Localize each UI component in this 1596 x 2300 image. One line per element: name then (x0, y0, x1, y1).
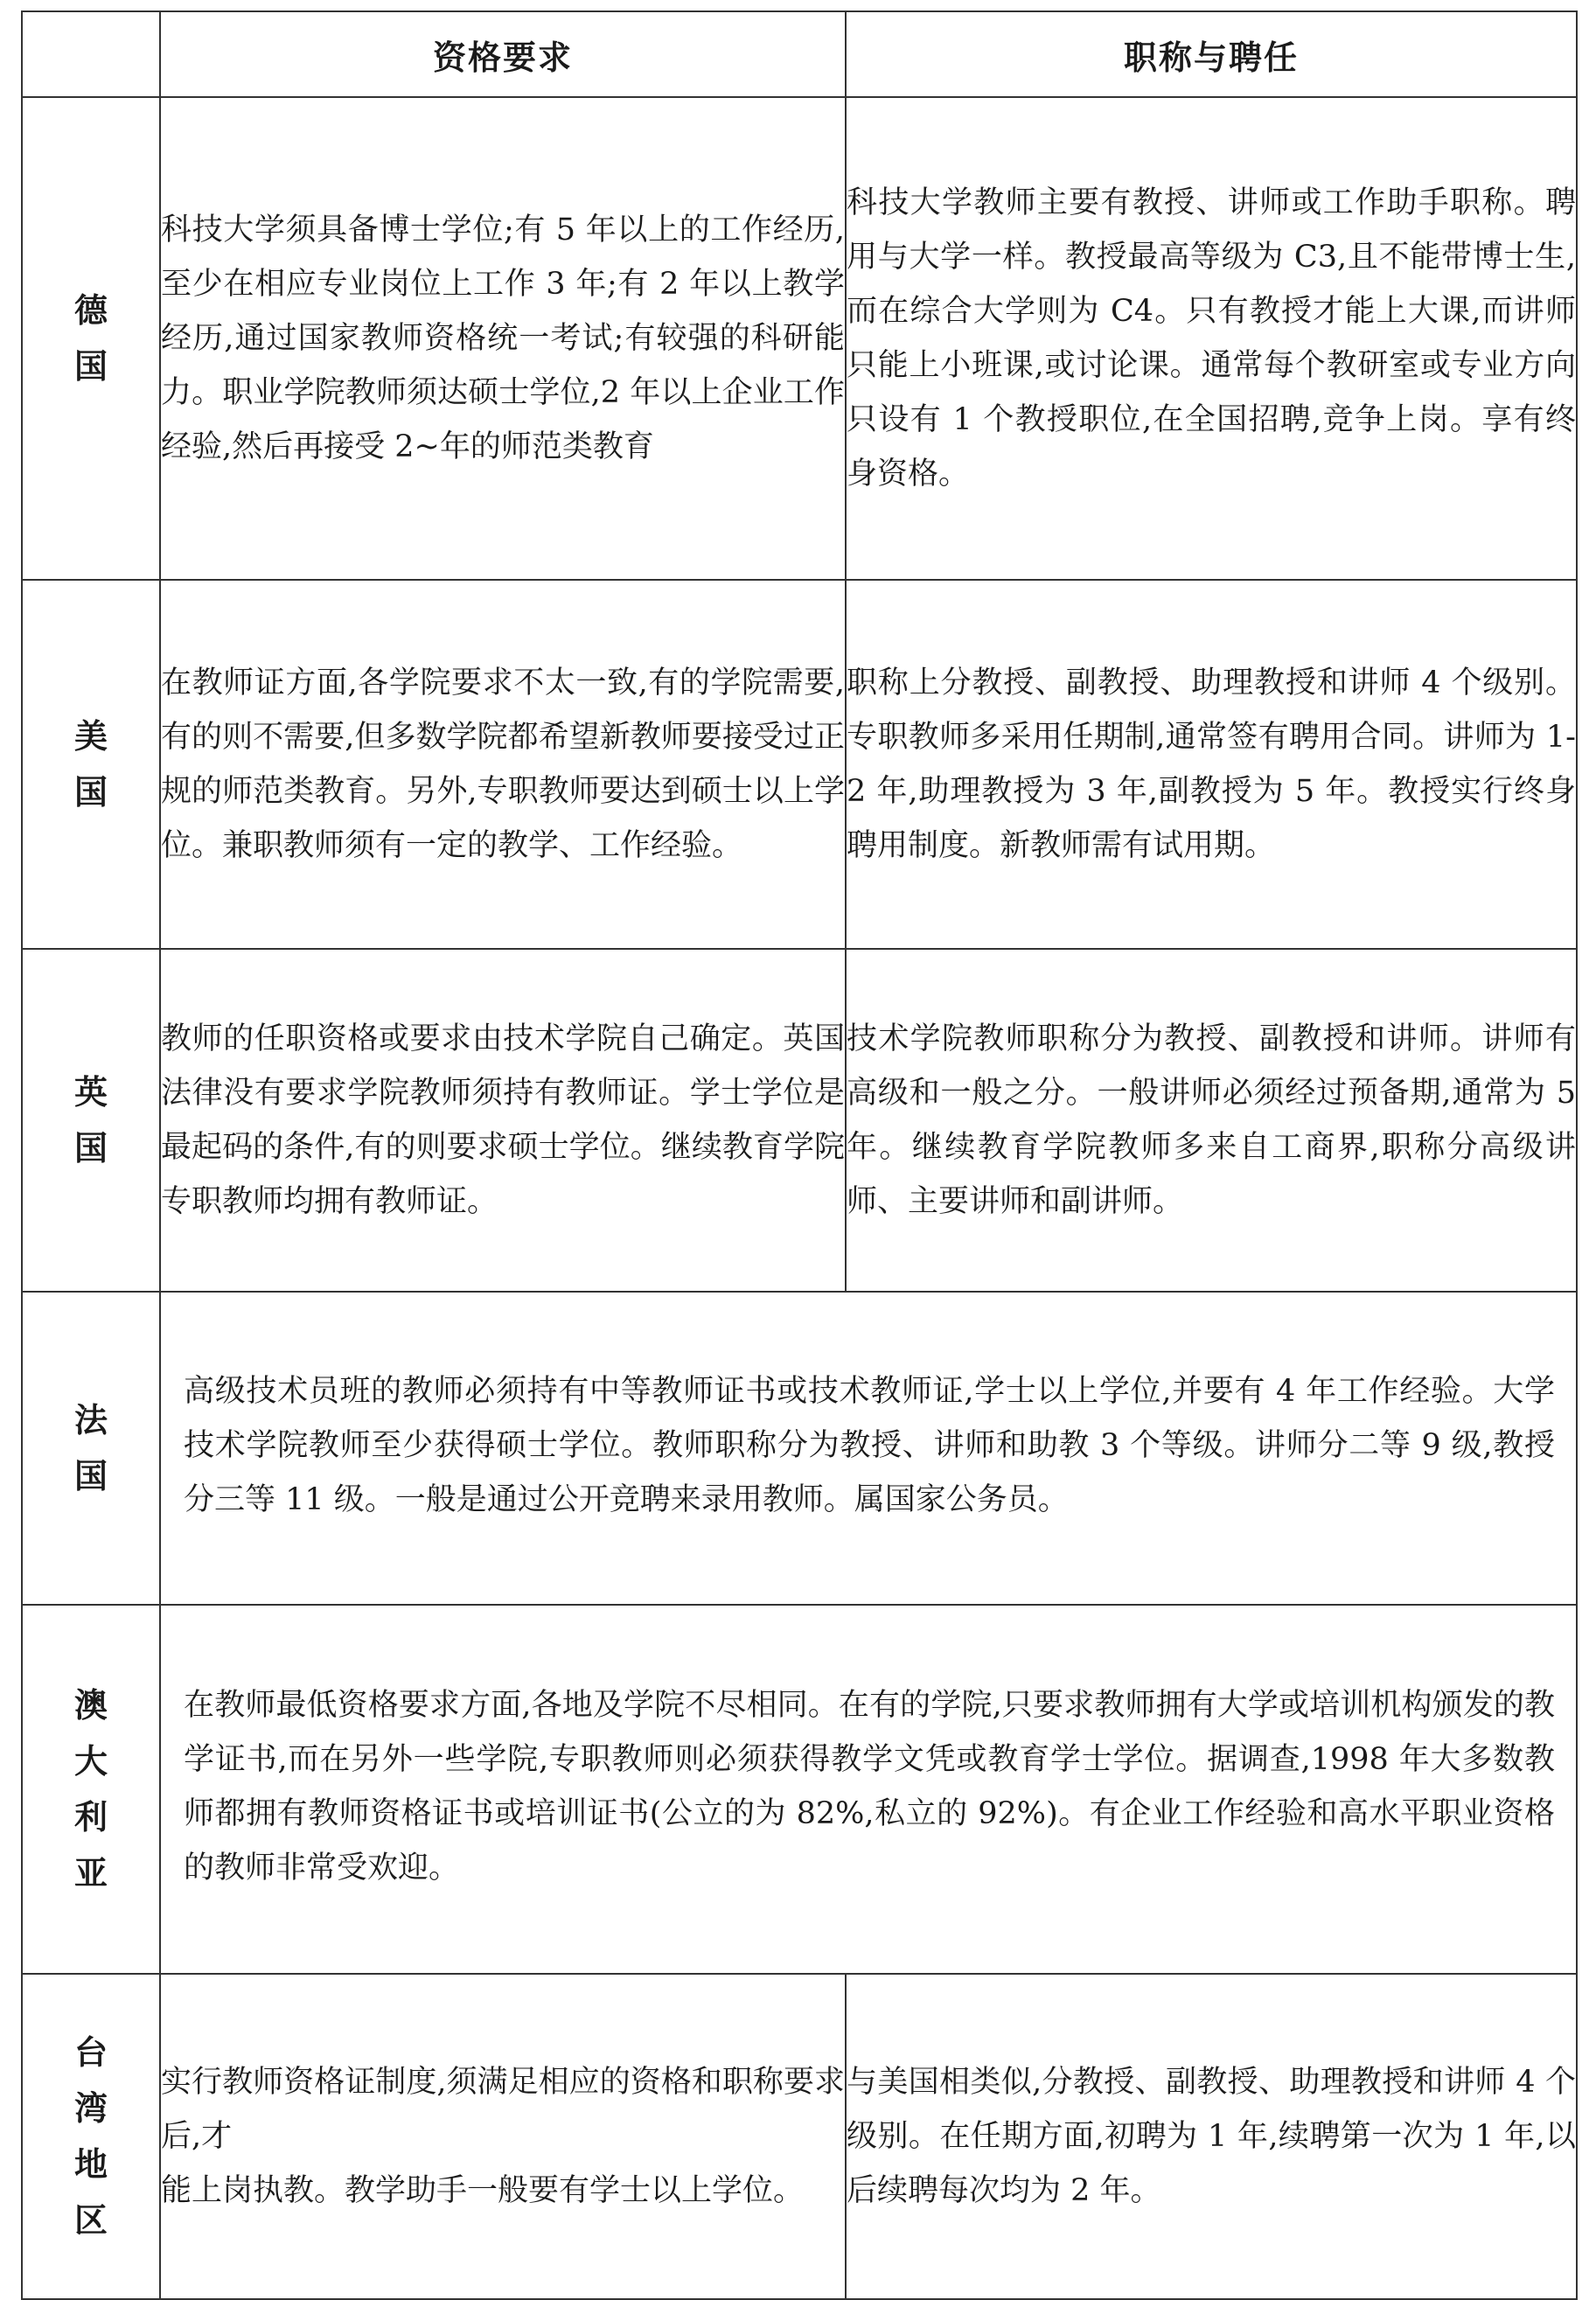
region-char: 国 (73, 1128, 108, 1167)
region-char: 国 (73, 772, 108, 812)
header-row (22, 11, 1577, 97)
region-char: 大 (73, 1741, 108, 1781)
combined-cell: 在教师最低资格要求方面,各地及学院不尽相同。在有的学院,只要求教师拥有大学或培训机构颁发的教学证书,而在另外一些学院,专职教师则必须获得教学文凭或教育学士学位。据调查,1998 年大多数教师都拥有教师资格证书或培训证书(公立的为 82%,私立的 92%)。有企业工作经验和高水平职业资格的教师非常受欢迎。 (160, 1605, 1577, 1974)
region-label-uk (22, 949, 160, 1292)
qualification-cell: 教师的任职资格或要求由技术学院自己确定。英国法律没有要求学院教师须持有教师证。学士学位是最起码的条件,有的则要求硕士学位。继续教育学院专职教师均拥有教师证。 (160, 949, 846, 1292)
teacher-qualification-table (21, 10, 1578, 2300)
region-char: 湾 (73, 2088, 108, 2128)
region-char: 澳 (73, 1685, 108, 1725)
region-char: 德 (73, 290, 108, 330)
region-label-australia (22, 1605, 160, 1974)
region-char: 地 (73, 2144, 108, 2184)
title-appointment-cell: 与美国相类似,分教授、副教授、助理教授和讲师 4 个级别。在任期方面,初聘为 1 年,续聘第一次为 1 年,以后续聘每次均为 2 年。 (846, 1974, 1577, 2299)
table-row (22, 97, 1577, 580)
region-label-taiwan (22, 1974, 160, 2299)
title-appointment-cell: 技术学院教师职称分为教授、副教授和讲师。讲师有高级和一般之分。一般讲师必须经过预备期,通常为 5 年。继续教育学院教师多来自工商界,职称分高级讲师、主要讲师和副讲师。 (846, 949, 1577, 1292)
qualification-cell: 在教师证方面,各学院要求不太一致,有的学院需要,有的则不需要,但多数学院都希望新教师要接受过正规的师范类教育。另外,专职教师要达到硕士以上学位。兼职教师须有一定的教学、工作经验。 (160, 580, 846, 949)
region-char: 国 (73, 346, 108, 386)
region-char: 区 (73, 2200, 108, 2240)
table-row (22, 949, 1577, 1292)
region-char: 美 (73, 716, 108, 756)
region-char: 英 (73, 1072, 108, 1112)
region-char: 亚 (73, 1853, 108, 1892)
column-header-qualification: 资格要求 (160, 11, 846, 97)
title-appointment-cell: 职称上分教授、副教授、助理教授和讲师 4 个级别。专职教师多采用任期制,通常签有聘用合同。讲师为 1-2 年,助理教授为 3 年,副教授为 5 年。教授实行终身聘用制度。新教师需有试用期。 (846, 580, 1577, 949)
comparison-table-page (21, 10, 1576, 2300)
qualification-cell: 科技大学须具备博士学位;有 5 年以上的工作经历,至少在相应专业岗位上工作 3 年;有 2 年以上教学经历,通过国家教师资格统一考试;有较强的科研能力。职业学院教师须达硕士学位,2 年以上企业工作经验,然后再接受 2~年的师范类教育 (160, 97, 846, 580)
region-char: 台 (73, 2032, 108, 2072)
region-label-germany (22, 97, 160, 580)
table-row (22, 1974, 1577, 2299)
qualification-cell (160, 1974, 846, 2299)
region-label-usa (22, 580, 160, 949)
qualification-line: 实行教师资格证制度,须满足相应的资格和职称要求后,才 (161, 2065, 845, 2154)
column-header-title-appointment: 职称与聘任 (846, 11, 1577, 97)
combined-cell: 高级技术员班的教师必须持有中等教师证书或技术教师证,学士以上学位,并要有 4 年工作经验。大学技术学院教师至少获得硕士学位。教师职称分为教授、讲师和助教 3 个等级。讲师分二等 9 级,教授分三等 11 级。一般是通过公开竞聘来录用教师。属国家公务员。 (160, 1292, 1577, 1605)
region-char: 法 (73, 1400, 108, 1439)
corner-cell (22, 11, 160, 97)
title-appointment-cell: 科技大学教师主要有教授、讲师或工作助手职称。聘用与大学一样。教授最高等级为 C3,且不能带博士生,而在综合大学则为 C4。只有教授才能上大课,而讲师只能上小班课,或讨论课。通常每个教研室或专业方向只设有 1 个教授职位,在全国招聘,竞争上岗。享有终身资格。 (846, 97, 1577, 580)
region-char: 利 (73, 1797, 108, 1837)
table-row (22, 1292, 1577, 1605)
table-row (22, 1605, 1577, 1974)
region-label-france (22, 1292, 160, 1605)
table-row (22, 580, 1577, 949)
qualification-line: 能上岗执教。教学助手一般要有学士以上学位。 (161, 2173, 805, 2208)
region-char: 国 (73, 1456, 108, 1495)
